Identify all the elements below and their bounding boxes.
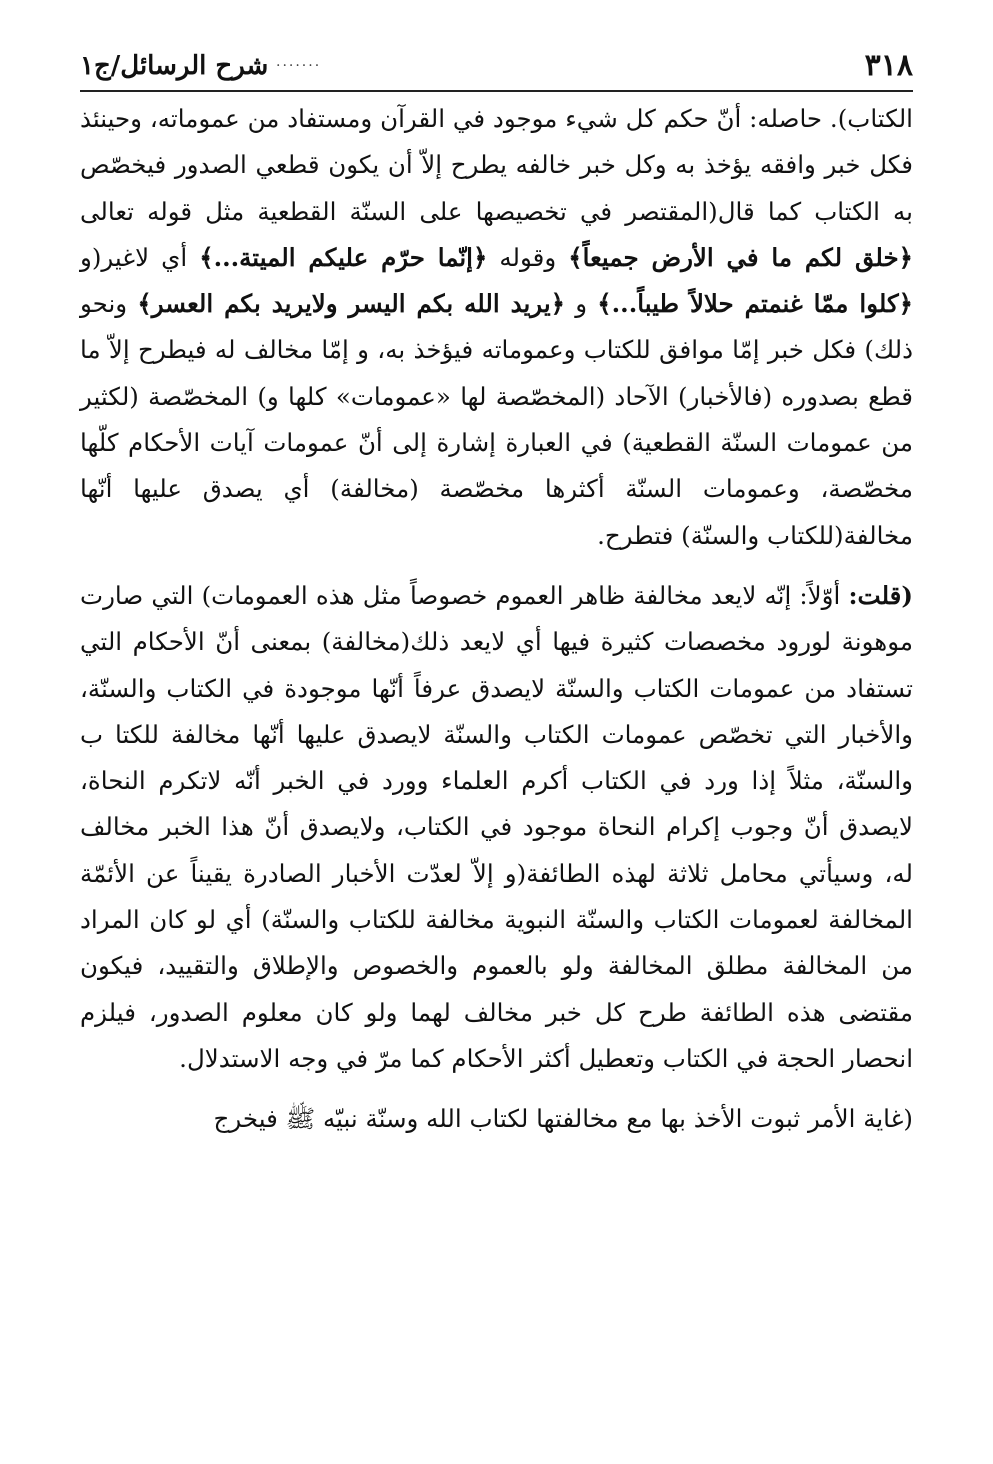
- header-dots: .......: [276, 54, 322, 70]
- header-divider: [80, 90, 913, 92]
- quran-quote: ﴿إنّما حرّم عليكم الميتة...﴾: [199, 242, 488, 272]
- text-span: الكتاب). حاصله: أنّ حكم كل شيء موجود في القرآن ومستفاد من عموماته، وحينئذ فكل خبر وافقه يؤخذ به وكل خبر خالفه يطرح إلاّ أن يكون قطعي الصدور فيخصّص به الكتاب كما قال(المقتصر في تخصيصها على السنّة القطعية مثل قوله تعالى: [80, 104, 913, 226]
- text-span: أي لاغير(و: [80, 242, 200, 272]
- quran-quote: ﴿يريد الله بكم اليسر ولايريد بكم العسر﴾: [137, 289, 565, 319]
- paragraph-3: [80, 1096, 913, 1142]
- text-span: وقوله: [487, 242, 569, 272]
- paragraph-2: [80, 573, 913, 1082]
- text-span: أوّلاً: إنّه لايعد مخالفة ظاهر العموم خصوصاً مثل هذه العمومات) التي صارت موهونة لورود مخصصات كثيرة فيها أي لايعد ذلك(مخالفة) بمعنى أنّ الأحكام التي تستفاد من عمومات الكتاب والسنّة لايصدق عرفاً أنّها موجودة في الكتاب والسنّة، والأخبار التي تخصّص عمومات الكتاب والسنّة لايصدق عليها أنّها مخالفة للكتا ب والسنّة، مثلاً إذا ورد في الكتاب أكرم العلماء وورد في الخبر أنّه لاتكرم النحاة، لايصدق أنّ وجوب إكرام النحاة موجود في الكتاب، ولايصدق أنّ هذا الخبر مخالف له، وسيأتي محامل ثلاثة لهذه الطائفة(و إلاّ لعدّت الأخبار الصادرة يقيناً عن الأئمّة المخالفة لعمومات الكتاب والسنّة النبوية مخالفة للكتاب والسنّة) أي لو كان المراد من المخالفة مطلق المخالفة ولو بالعموم والخصوص والإطلاق والتقييد، فيكون مقتضى هذه الطائفة طرح كل خبر مخالف لهما ولو كان معلوم الصدور، فيلزم انحصار الحجة في الكتاب وتعطيل أكثر الأحكام كما مرّ في وجه الاستدلال.: [80, 580, 913, 1073]
- running-title: شرح الرسائل/ج١: [80, 51, 269, 81]
- text-span: و: [565, 289, 598, 319]
- quran-quote: ﴿خلق لكم ما في الأرض جميعاً﴾: [568, 242, 913, 272]
- page-header: [80, 46, 913, 86]
- paragraph-1: [80, 96, 913, 559]
- text-span: ونحو ذلك) فكل خبر إمّا موافق للكتاب وعموماته فيؤخذ به، و إمّا مخالف له فيطرح إلاّ ما قطع بصدوره (فالأخبار) الآحاد (المخصّصة لها «عمومات» كلها و) المخصّصة (لكثير من عمومات السنّة القطعية) في العبارة إشارة إلى أنّ عمومات آيات الأحكام كلّها مخصّصة، وعمومات السنّة أكثرها مخصّصة (مخالفة) أي يصدق عليها أنّها مخالفة(للكتاب والسنّة) فتطرح.: [80, 289, 913, 550]
- quran-quote: ﴿كلوا ممّا غنمتم حلالاً طيباً...﴾: [597, 289, 913, 319]
- body-text: [80, 96, 913, 1143]
- qult-label: (قلت:: [848, 580, 913, 610]
- page-number: ٣١٨: [864, 48, 913, 83]
- text-span: (غاية الأمر ثبوت الأخذ بها مع مخالفتها لكتاب الله وسنّة نبيّه ﷺ فيخرج: [213, 1104, 913, 1134]
